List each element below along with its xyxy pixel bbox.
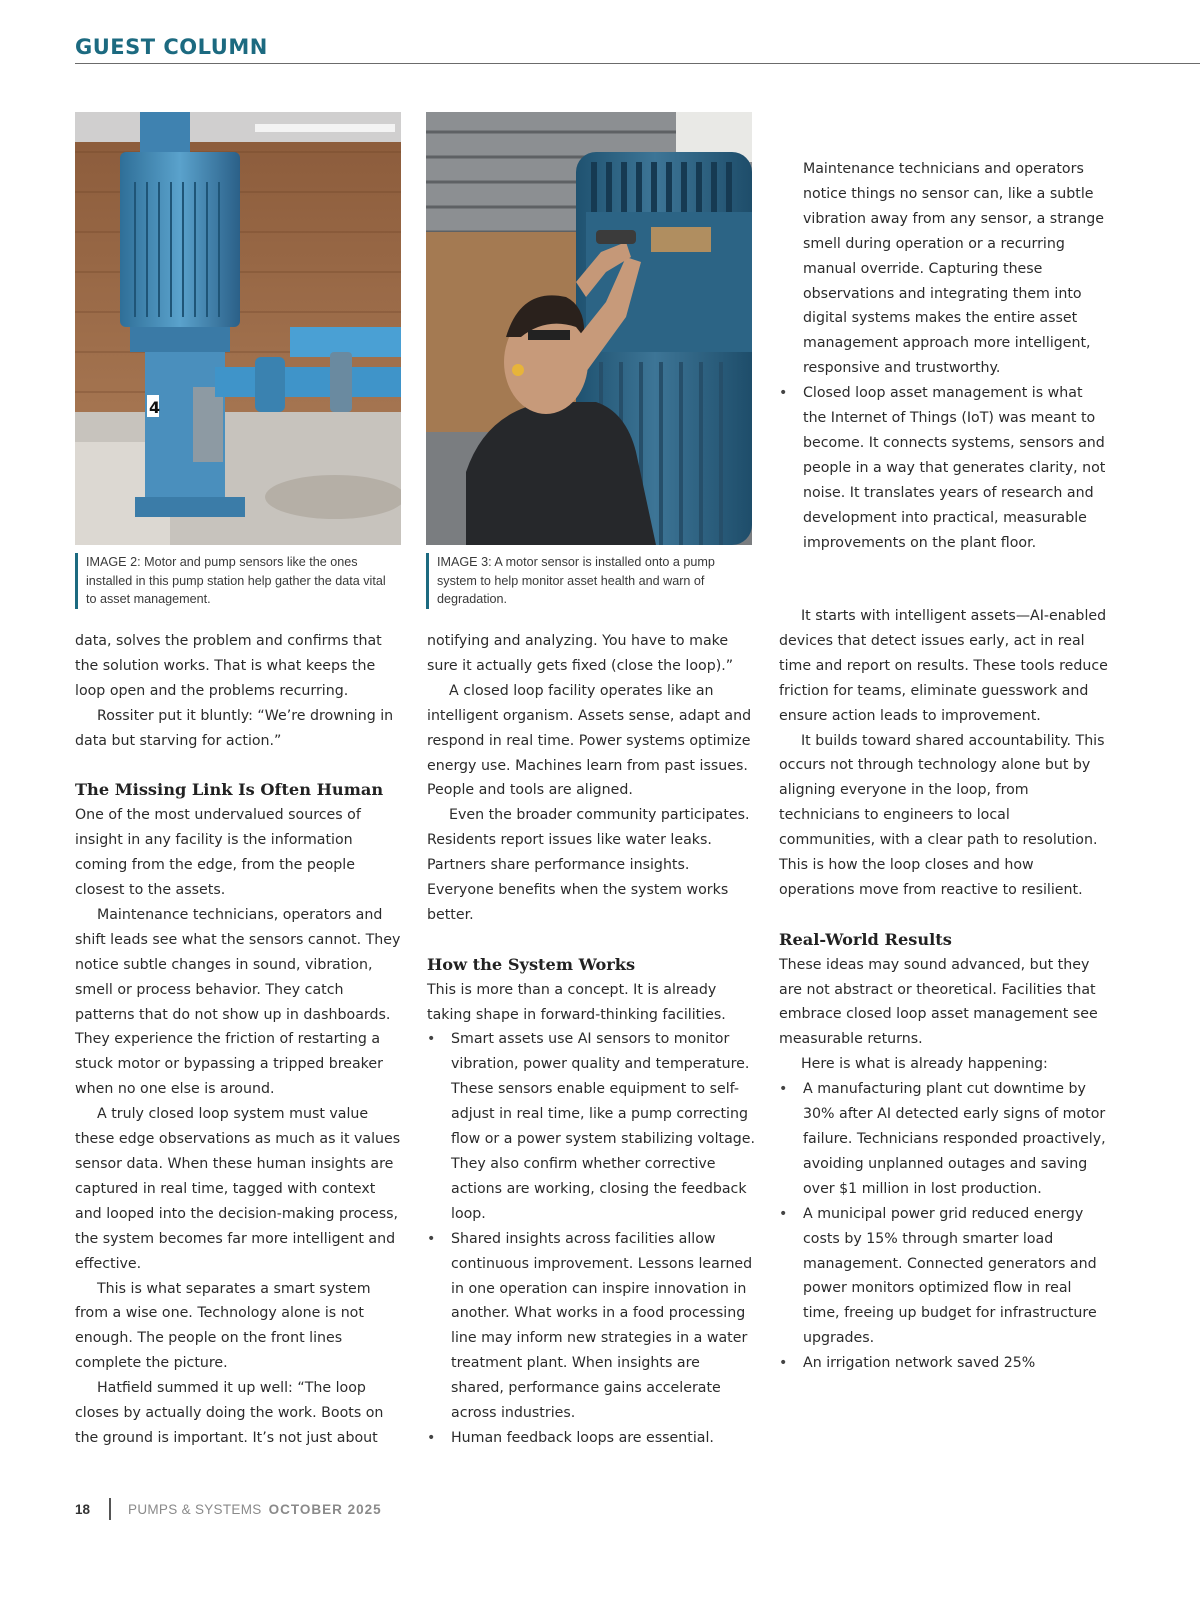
paragraph: A closed loop facility operates like an intelligent organism. Assets sense, adapt and respond in real time. Power systems optimize energy use. Machines learn from past issues. People and tools are aligned. — [427, 682, 752, 799]
list-item: • Closed loop asset management is what the Internet of Things (IoT) was meant to become. It connects systems, sensors and people in a way that generates clarity, not noise. It translates years of research and development into practical, measurable improvements on the plant floor. — [779, 381, 1109, 555]
article-column-3 — [779, 604, 1109, 1376]
article-column-3-top — [779, 157, 1109, 556]
paragraph: A truly closed loop system must value these edge observations as much as it values sensor data. When these human insights are captured in real time, tagged with context and looped into the decision-making process, the system becomes far more intelligent and effective. — [75, 1106, 401, 1272]
subheading-missing-link: The Missing Link Is Often Human — [75, 780, 384, 800]
pump-station-photo — [75, 112, 401, 545]
sensor-install-photo — [426, 112, 752, 545]
caption-text: Motor and pump sensors like the ones installed in this pump station help gather the data vital to asset management. — [86, 555, 386, 606]
section-header — [75, 34, 1200, 64]
list-item: • Shared insights across facilities allow continuous improvement. Lessons learned in one operation can inspire innovation in another. What works in a food processing line may inform new strategies in a water treatment plant. When insights are shared, performance gains accelerate across industries. — [427, 1227, 757, 1426]
issue-date: OCTOBER 2025 — [268, 1501, 382, 1517]
paragraph: This is more than a concept. It is already taking shape in forward-thinking facilities. — [427, 981, 726, 1023]
subheading-real-world-results: Real-World Results — [779, 929, 952, 949]
paragraph: Hatfield summed it up well: “The loop closes by actually doing the work. Boots on the ground is important. It’s not just about — [75, 1380, 384, 1446]
list-item: • A manufacturing plant cut downtime by 30% after AI detected early signs of motor failure. Technicians responded proactively, avoiding unplanned outages and saving over $1 million in lost production. — [779, 1077, 1109, 1202]
paragraph: data, solves the problem and confirms that the solution works. That is what keeps the loop open and the problems recurring. — [75, 633, 382, 699]
list-item: • An irrigation network saved 25% — [779, 1351, 1109, 1376]
image-3-caption — [426, 553, 746, 609]
bullet-continuation: Maintenance technicians and operators notice things no sensor can, like a subtle vibration away from any sensor, a strange smell during operation or a recurring manual override. Capturing these observations and integrating them into digital systems makes the entire asset management approach more intelligent, responsive and trustworthy. — [803, 161, 1105, 377]
subheading-how-system-works: How the System Works — [427, 954, 636, 974]
paragraph: It starts with intelligent assets—AI-enabled devices that detect issues early, act in real time and report on results. These tools reduce friction for teams, eliminate guesswork and ensure action leads to improvement. — [779, 608, 1108, 724]
paragraph: Rossiter put it bluntly: “We’re drowning in data but starving for action.” — [75, 707, 394, 749]
svg-text:4: 4 — [149, 398, 161, 417]
article-column-2 — [427, 629, 757, 1451]
publication-name: PUMPS & SYSTEMS — [128, 1501, 262, 1517]
caption-tag: IMAGE 3: — [437, 555, 492, 569]
image-2-caption — [75, 553, 395, 609]
bullet-list — [427, 1027, 757, 1450]
paragraph: One of the most undervalued sources of insight in any facility is the information coming from the edge, from the people closest to the assets. — [75, 807, 361, 899]
bullet-list — [779, 381, 1109, 555]
list-item: • Smart assets use AI sensors to monitor vibration, power quality and temperature. These sensors enable equipment to self-adjust in real time, like a pump correcting flow or a power system stabilizing voltage. They also confirm whether corrective actions are working, closing the feedback loop. — [427, 1027, 757, 1226]
article-column-1 — [75, 629, 405, 1451]
caption-tag: IMAGE 2: — [86, 555, 141, 569]
bullet-list — [779, 1077, 1109, 1376]
footer-divider — [109, 1498, 111, 1520]
section-title: GUEST COLUMN — [75, 35, 268, 59]
list-item: • A municipal power grid reduced energy costs by 15% through smarter load management. Connected generators and power monitors optimized flow in real time, freeing up budget for infrastructure upgrades. — [779, 1202, 1109, 1351]
paragraph: Maintenance technicians, operators and shift leads see what the sensors cannot. They notice subtle changes in sound, vibration, smell or process behavior. They catch patterns that do not show up in dashboards. They experience the friction of restarting a stuck motor or bypassing a tripped breaker when no one else is around. — [75, 906, 401, 1098]
page-number: 18 — [75, 1501, 91, 1517]
paragraph: These ideas may sound advanced, but they are not abstract or theoretical. Facilities that embrace closed loop asset management see measurable returns. — [779, 956, 1098, 1048]
paragraph: Even the broader community participates. Residents report issues like water leaks. Partners share performance insights. Everyone benefits when the system works better. — [427, 807, 750, 923]
paragraph: It builds toward shared accountability. This occurs not through technology alone but by aligning everyone in the loop, from technicians to engineers to local communities, with a clear path to resolution. This is how the loop closes and how operations move from reactive to resilient. — [779, 732, 1105, 898]
paragraph: This is what separates a smart system from a wise one. Technology alone is not enough. The people on the front lines complete the picture. — [75, 1280, 371, 1372]
paragraph: Here is what is already happening: — [801, 1056, 1048, 1073]
paragraph: notifying and analyzing. You have to make sure it actually gets fixed (close the loop).” — [427, 633, 734, 674]
list-item: • Human feedback loops are essential. — [427, 1426, 757, 1451]
page-footer — [75, 1496, 382, 1522]
caption-text: A motor sensor is installed onto a pump system to help monitor asset health and warn of degradation. — [437, 555, 715, 606]
